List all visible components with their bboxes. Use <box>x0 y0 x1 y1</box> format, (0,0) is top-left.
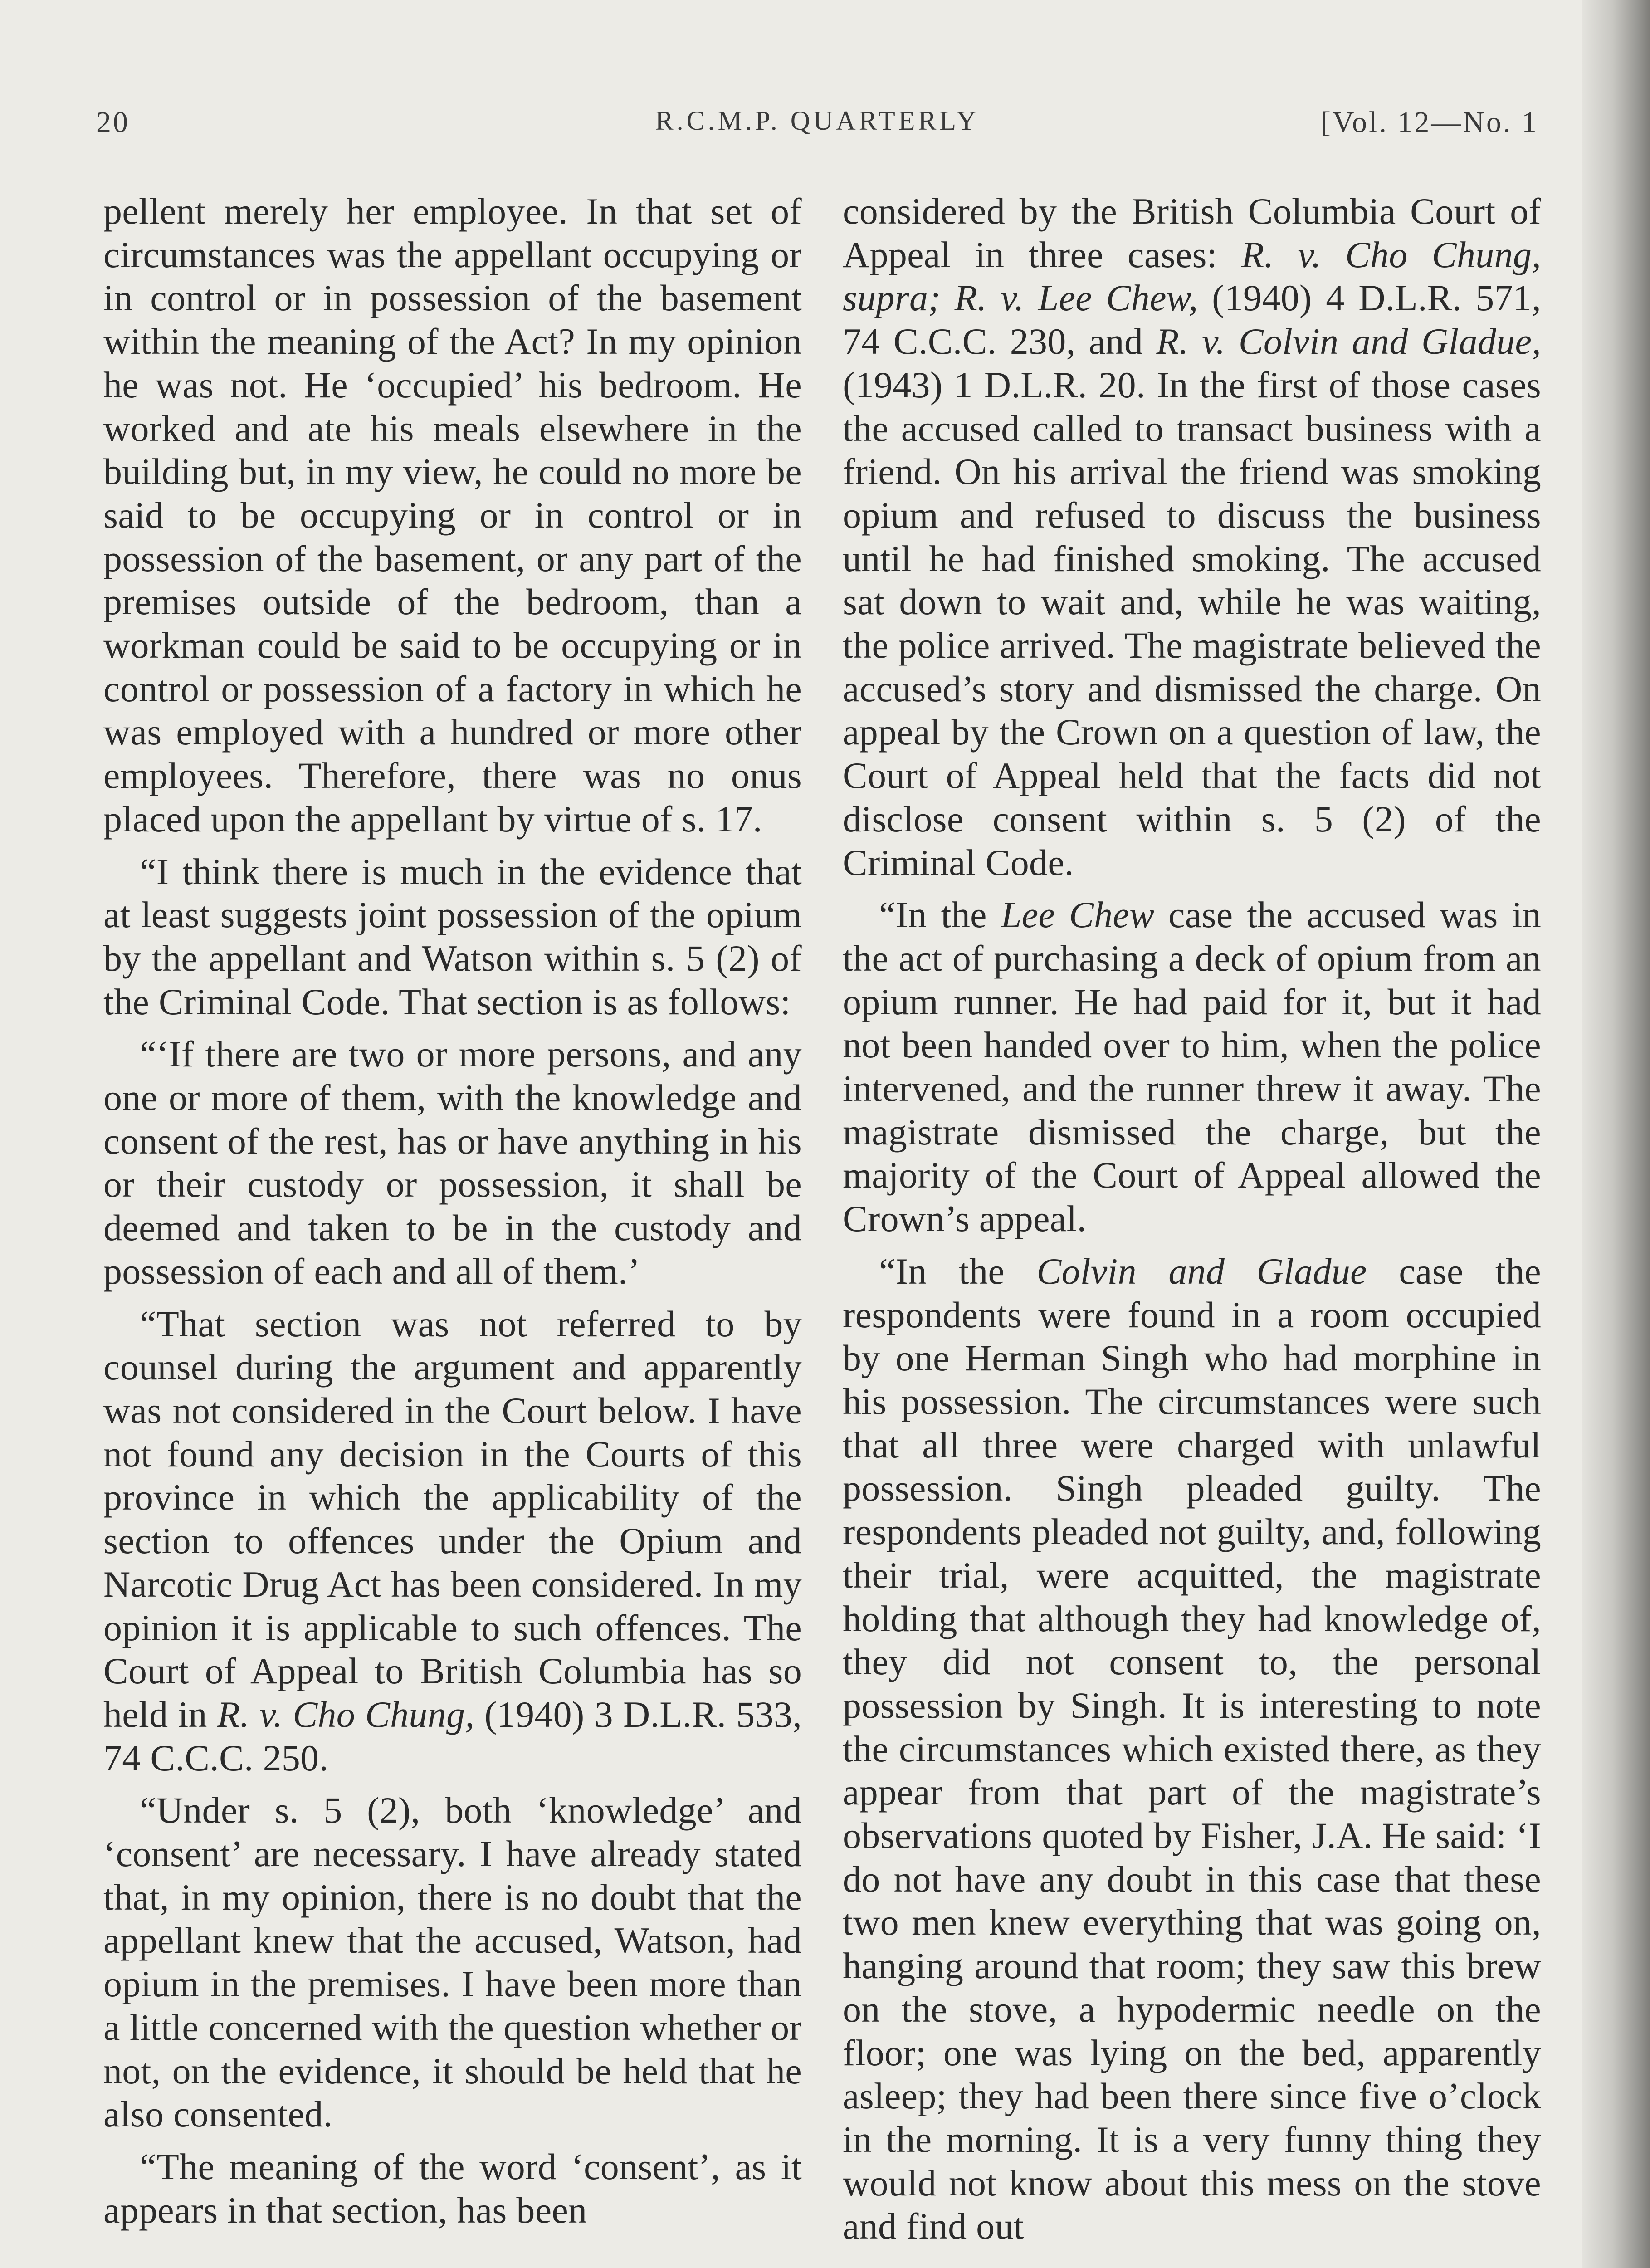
paragraph-text: case the respondents were found in a room occupied by one Herman Singh who had morphine in his possession. The circumstances were such that all three were charged with unlawful possession. Singh pleaded guilty. The respondents pleaded not guilty, and, following their trial, were acquitted, the magistrate holding that although they had knowledge of, they did not consent to, the personal possession by Singh. It is interesting to note the circumstances which existed there, as they appear from that part of the magistrate’s observations quoted by Fisher, J.A. He said: ‘I do not have any doubt in this case that these two men knew everything that was going on, hanging around that room; they saw this brew on the stove, a hypodermic needle on the floor; one was lying on the bed, apparently asleep; they had been there since five o’clock in the morning. It is a very funny thing they would not know about this mess on the stove and find out <box>843 1250 1541 2247</box>
left-text-column <box>103 190 802 2232</box>
paragraph-text: (1943) 1 D.L.R. 20. In the first of those cases the accused called to transact business with a friend. On his arrival the friend was smoking opium and refused to discuss the business until he had finished smoking. The accused sat down to wait and, while he was waiting, the police arrived. The magistrate believed the accused’s story and dismissed the charge. On appeal by the Crown on a question of law, the Court of Appeal held that the facts did not disclose consent within s. 5 (2) of the Criminal Code. <box>843 364 1541 883</box>
page-number: 20 <box>96 106 130 139</box>
paragraph <box>103 1302 802 1780</box>
paragraph-text: “In the <box>879 894 1001 936</box>
journal-title: R.C.M.P. QUARTERLY <box>655 106 980 136</box>
case-citation: R. v. Cho Chung, supra; R. v. Lee Chew, <box>843 234 1541 319</box>
paragraph <box>843 1250 1541 2248</box>
right-text-column <box>843 190 1541 2248</box>
paragraph <box>103 850 802 1024</box>
case-citation: Colvin and Gladue <box>1036 1250 1367 1292</box>
paragraph <box>843 190 1541 884</box>
paragraph <box>843 893 1541 1241</box>
page-edge-shadow <box>1582 0 1650 2268</box>
paragraph <box>103 1032 802 1293</box>
paragraph-text: “The meaning of the word ‘consent’, as it appears in that section, has been <box>103 2146 802 2231</box>
paragraph-text: “I think there is much in the evidence that at least suggests joint possession of the opium by the appellant and Watson within s. 5 (2) of the Criminal Code. That section is as follows: <box>103 850 802 1022</box>
paragraph-text: “Under s. 5 (2), both ‘knowledge’ and ‘consent’ are necessary. I have already stated that, in my opinion, there is no doubt that the appellant knew that the accused, Watson, had opium in the premises. I have been more than a little concerned with the question whether or not, on the evidence, it should be held that he also consented. <box>103 1789 802 2135</box>
paragraph <box>103 1789 802 2136</box>
paragraph-text: pellent merely her employee. In that set of circumstances was the appellant occupying or in control or in possession of the basement within the meaning of the Act? In my opinion he was not. He ‘occupied’ his bedroom. He worked and ate his meals elsewhere in the building but, in my view, he could no more be said to be occupying or in control or in possession of the basement, or any part of the premises outside of the bedroom, than a workman could be said to be occupying or in control or possession of a factory in which he was employed with a hundred or more other employees. Therefore, there was no onus placed upon the appellant by virtue of s. 17. <box>103 191 802 840</box>
volume-issue: [Vol. 12—No. 1 <box>1320 106 1538 139</box>
case-citation: Lee Chew <box>1001 894 1155 936</box>
paragraph-text: “In the <box>879 1250 1037 1292</box>
paragraph-text: “‘If there are two or more persons, and any one or more of them, with the knowledge and consent of the rest, has or have anything in his or their custody or possession, it shall be deemed and taken to be in the custody and possession of each and all of them.’ <box>103 1033 802 1292</box>
paragraph <box>103 2145 802 2232</box>
paragraph-text: considered by the British Columbia Court of Appeal in three cases: <box>843 191 1541 275</box>
paragraph-text: case the accused was in the act of purchasing a deck of opium from an opium runner. He had paid for it, but it had not been handed over to him, when the police intervened, and the runner threw it away. The magistrate dismissed the charge, but the majority of the Court of Appeal allowed the Crown’s appeal. <box>843 894 1541 1240</box>
paragraph-text: “That section was not referred to by counsel during the argument and apparently was not considered in the Court below. I have not found any decision in the Courts of this province in which the applicability of the section to offences under the Opium and Narcotic Drug Act has been considered. In my opinion it is applicable to such offences. The Court of Appeal to British Columbia has so held in <box>103 1303 802 1735</box>
running-header <box>96 105 1538 155</box>
paragraph-text: (1940) 4 D.L.R. 571, 74 C.C.C. 230, and <box>843 277 1541 362</box>
paragraph-text: (1940) 3 D.L.R. 533, 74 C.C.C. 250. <box>103 1693 802 1779</box>
case-citation: R. v. Cho Chung, <box>217 1693 475 1735</box>
paragraph <box>103 190 802 841</box>
case-citation: R. v. Colvin and Gladue, <box>1156 321 1541 362</box>
